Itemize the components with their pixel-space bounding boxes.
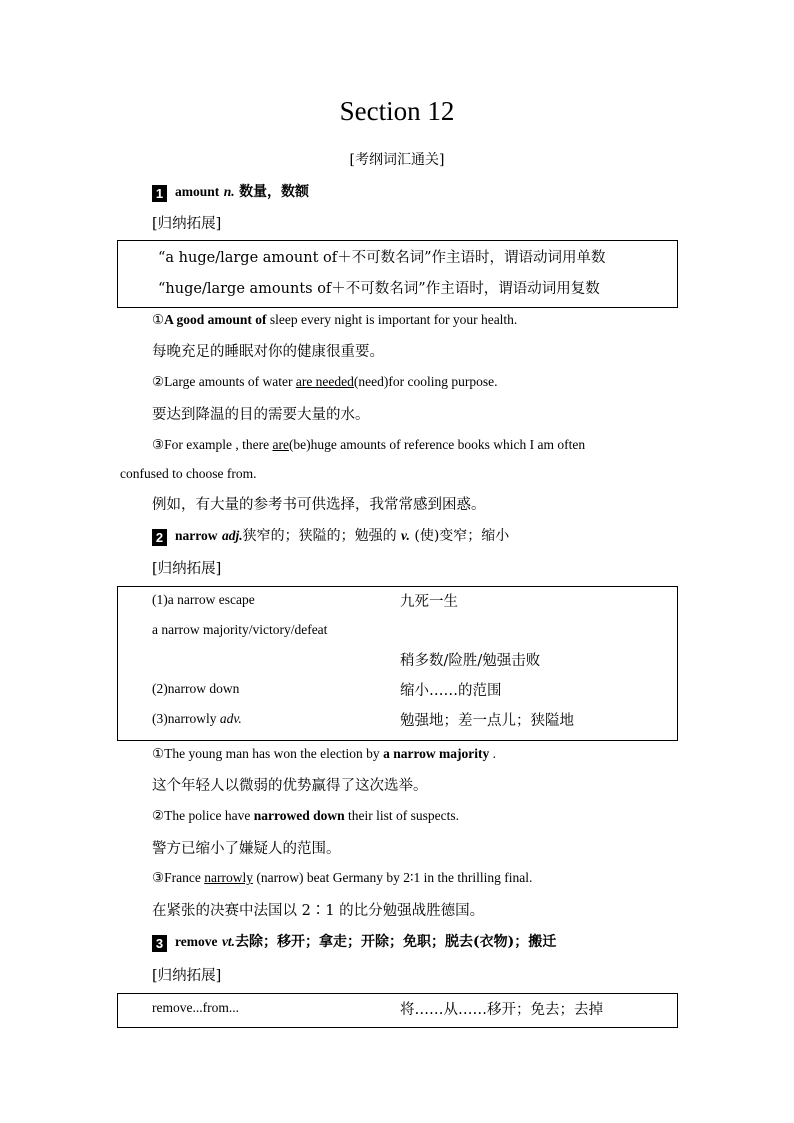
entry-number: 2 — [152, 529, 167, 546]
entry-number: 1 — [152, 185, 167, 202]
example-answer: are — [272, 437, 289, 452]
usage-box — [117, 240, 678, 308]
part-of-speech: adj. — [221, 528, 243, 543]
phrase-zh: 将……从……移开；免去；去掉 — [400, 1002, 603, 1018]
example-sentence — [152, 870, 532, 886]
entry-word: amount — [175, 184, 220, 199]
phrase-box — [117, 586, 678, 741]
phrase-zh: 勉强地；差一点儿；狭隘地 — [400, 713, 574, 729]
example-text: their list of suspects. — [344, 808, 459, 823]
example-text: The police have — [164, 808, 254, 823]
example-keyword: a narrow majority — [383, 746, 490, 761]
page-title: Section 12 — [339, 96, 455, 126]
example-text: For example , there — [164, 437, 273, 452]
phrase-zh: 九死一生 — [400, 594, 458, 610]
example-translation: 警方已缩小了嫌疑人的范围。 — [152, 841, 341, 857]
part-of-speech: n. — [223, 184, 235, 199]
section-subtitle: [考纲词汇通关] — [349, 152, 445, 168]
phrase-zh: 稍多数/险胜/勉强击败 — [400, 653, 541, 669]
phrase-en — [152, 711, 242, 727]
example-sentence — [152, 312, 517, 328]
phrase-en: a narrow majority/victory/defeat — [152, 622, 328, 637]
example-continuation: confused to choose from. — [120, 466, 257, 481]
part-of-speech: v. — [401, 528, 410, 543]
phrase-zh: 缩小……的范围 — [400, 683, 502, 699]
example-number: ② — [152, 374, 165, 389]
entry-word: remove — [175, 934, 218, 949]
example-text: (need)for cooling purpose. — [353, 374, 498, 389]
example-keyword: A good amount of — [164, 312, 267, 327]
phrase-en: (1)a narrow escape — [152, 592, 255, 607]
phrase-box — [117, 993, 678, 1028]
entry-meaning: (使)变窄；缩小 — [414, 528, 510, 544]
example-text: sleep every night is important for your health. — [266, 312, 518, 327]
example-number: ③ — [152, 437, 165, 452]
example-translation: 这个年轻人以微弱的优势赢得了这次选举。 — [152, 778, 428, 794]
phrase-en-text: (3)narrowly — [152, 711, 217, 726]
entry-word: narrow — [175, 528, 218, 543]
entry-number: 3 — [152, 935, 167, 952]
example-number: ② — [152, 808, 165, 823]
phrase-en: (2)narrow down — [152, 681, 240, 696]
example-answer: are needed — [295, 374, 354, 389]
expansion-tag: [归纳拓展] — [152, 561, 222, 577]
example-translation: 例如，有大量的参考书可供选择，我常常感到困惑。 — [152, 497, 486, 513]
usage-line: “huge/large amounts of＋不可数名词”作主语时，谓语动词用复数 — [158, 281, 600, 297]
usage-line: “a huge/large amount of＋不可数名词”作主语时，谓语动词用单数 — [158, 250, 606, 266]
example-sentence — [152, 746, 496, 762]
example-number: ① — [152, 746, 165, 761]
example-number: ③ — [152, 870, 165, 885]
entry-remove-heading — [152, 931, 556, 952]
entry-meaning: 去除；移开；拿走；开除；免职；脱去(衣物)；搬迁 — [235, 934, 557, 950]
example-answer: narrowly — [204, 870, 253, 885]
example-text: . — [489, 746, 497, 761]
example-text: France — [164, 870, 205, 885]
expansion-tag: [归纳拓展] — [152, 968, 222, 984]
example-text: The young man has won the election by — [164, 746, 384, 761]
example-text: (be)huge amounts of reference books which I am often — [288, 437, 586, 452]
example-sentence — [152, 374, 498, 390]
part-of-speech: vt. — [221, 934, 236, 949]
example-text: Large amounts of water — [164, 374, 296, 389]
entry-amount-heading — [152, 181, 309, 202]
expansion-tag: [归纳拓展] — [152, 216, 222, 232]
entry-meaning: 数量，数额 — [239, 184, 310, 200]
entry-meaning: 狭窄的；狭隘的；勉强的 — [242, 528, 397, 544]
example-sentence — [152, 437, 674, 453]
example-text: (narrow) beat Germany by 2∶1 in the thrilling final. — [252, 870, 533, 885]
example-translation: 在紧张的决赛中法国以 2∶1 的比分勉强战胜德国。 — [152, 903, 485, 919]
example-keyword: narrowed down — [253, 808, 345, 823]
example-sentence — [152, 808, 459, 824]
phrase-en: remove...from... — [152, 1000, 239, 1015]
part-of-speech: adv. — [219, 711, 242, 726]
example-translation: 每晚充足的睡眠对你的健康很重要。 — [152, 344, 384, 360]
entry-narrow-heading — [152, 525, 509, 546]
example-translation: 要达到降温的目的需要大量的水。 — [152, 407, 370, 423]
example-number: ① — [152, 312, 165, 327]
